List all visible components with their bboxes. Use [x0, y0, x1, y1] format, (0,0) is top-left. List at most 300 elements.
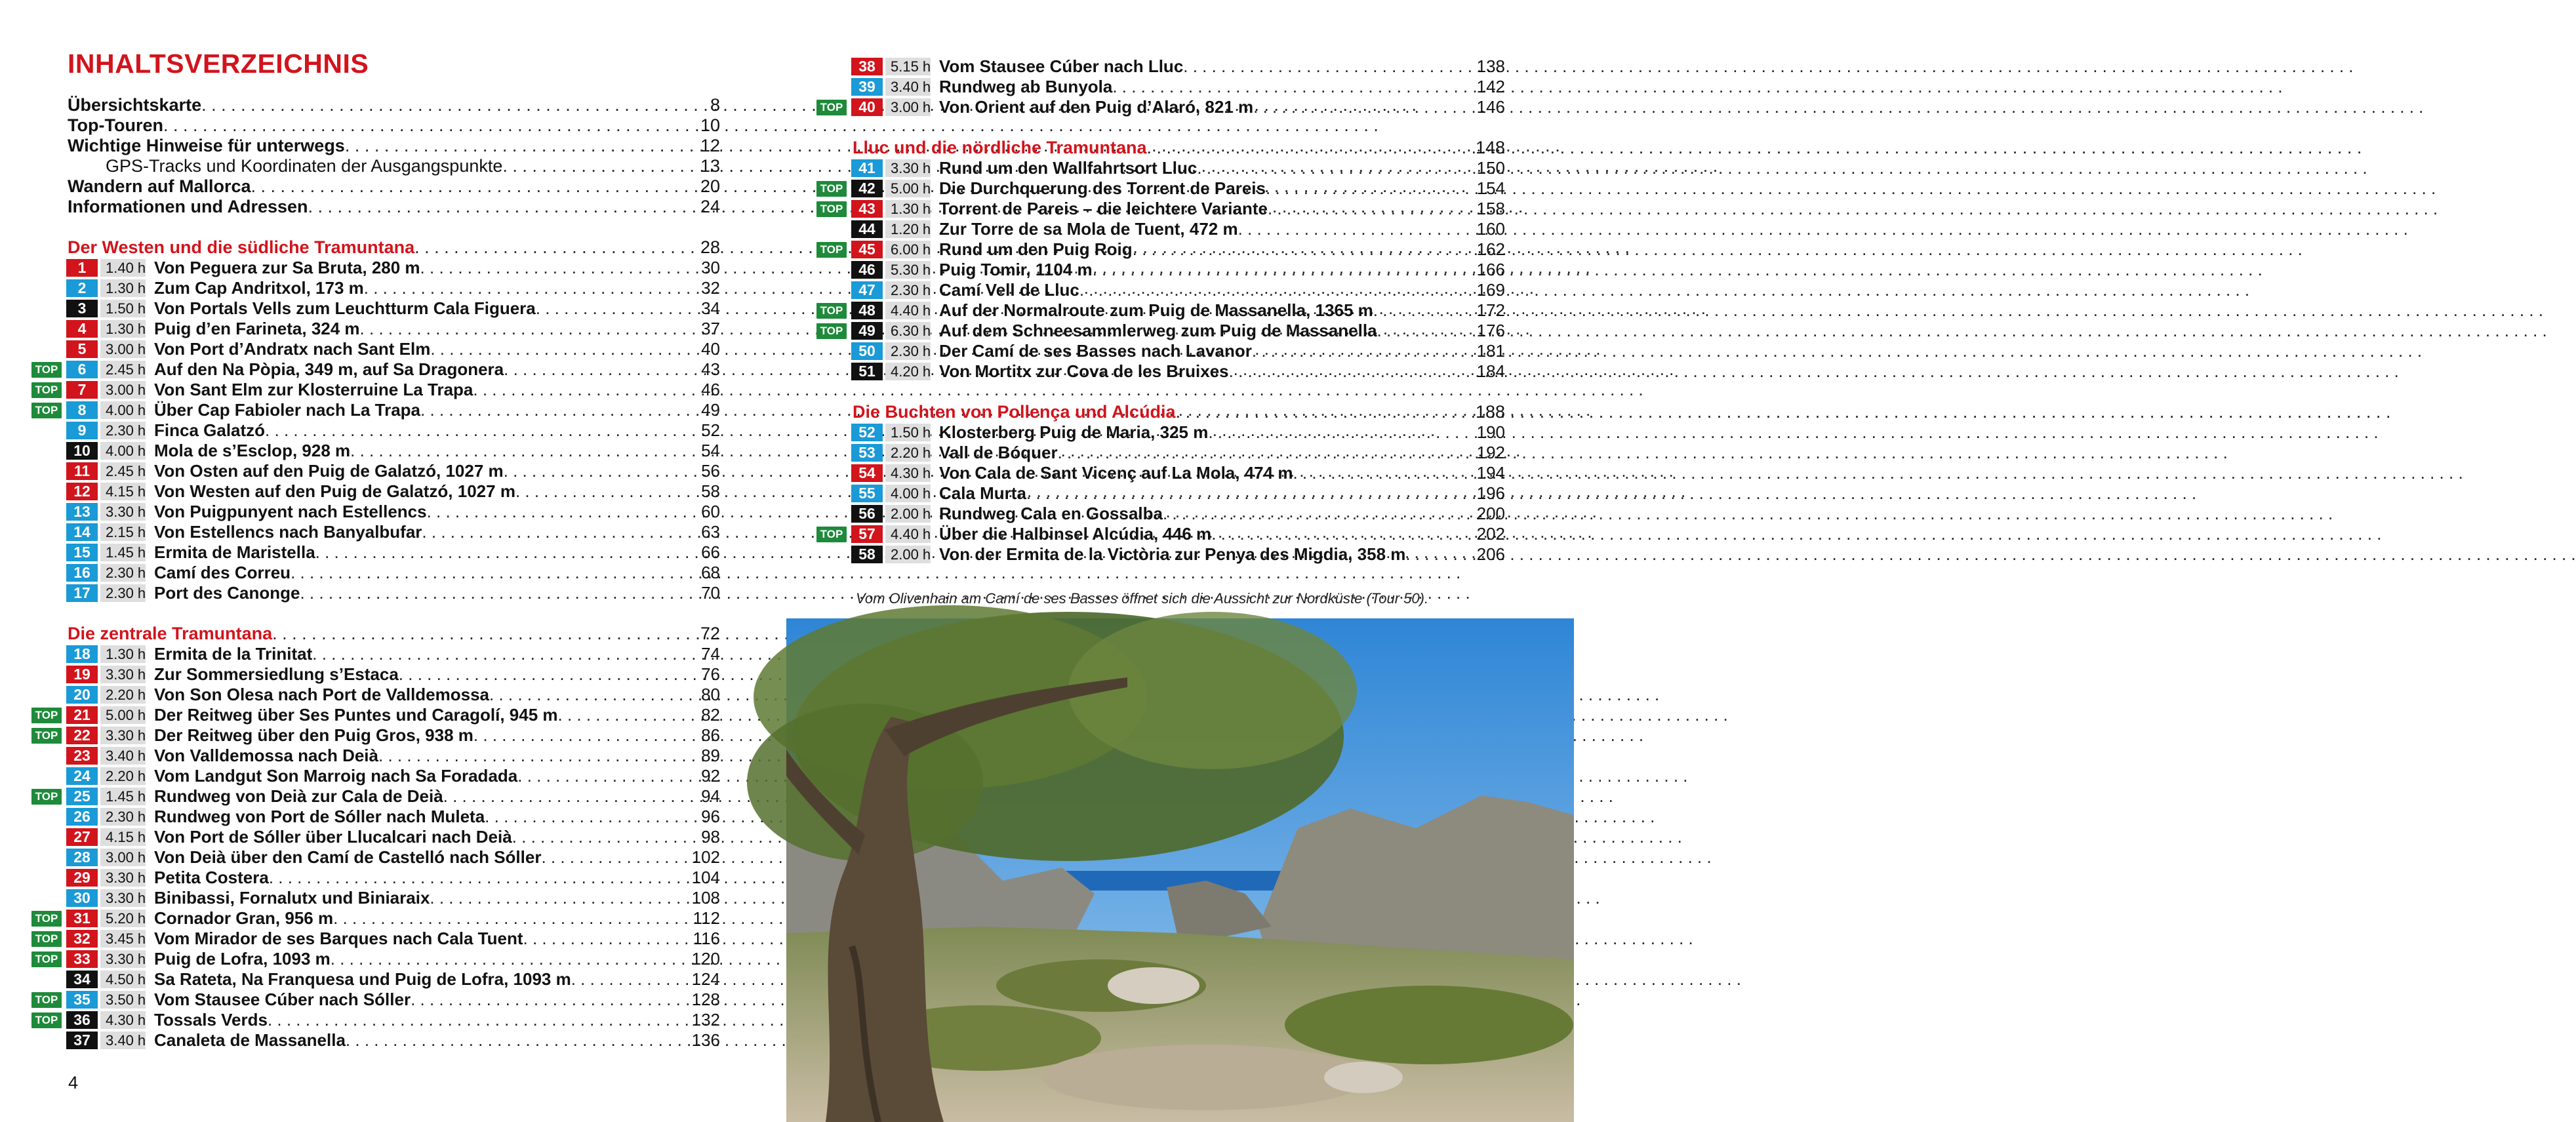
tour-duration: 6.30 h: [885, 322, 931, 340]
top-badge-empty: [816, 344, 847, 359]
tour-title: Von Deià über den Camí de Castelló nach Sóller: [154, 847, 542, 867]
tour-title: Torrent de Pareis – die leichtere Variante: [939, 199, 1268, 218]
section-page: 28: [700, 237, 720, 257]
tour-entry: [31, 359, 720, 380]
tour-title: Vom Stausee Cúber nach Lluc: [939, 56, 1184, 76]
dot-leader: [1183, 56, 1476, 77]
tour-entry: [816, 483, 1505, 504]
tour-number-badge: 33: [66, 950, 98, 968]
tour-duration: 2.00 h: [885, 546, 931, 563]
tour-page: 124: [691, 969, 720, 989]
tour-page: 166: [1476, 260, 1505, 279]
dot-leader: [291, 563, 701, 583]
tour-duration: 3.00 h: [100, 849, 146, 866]
tour-duration: 6.00 h: [885, 241, 931, 258]
tour-duration: 4.30 h: [100, 1011, 146, 1029]
tour-title: Ermita de Maristella: [154, 542, 315, 562]
tour-page: 169: [1476, 280, 1505, 300]
top-badge-empty: [31, 891, 62, 906]
tour-number-badge: 42: [851, 180, 883, 197]
tour-title: Canaleta de Massanella: [154, 1030, 346, 1050]
dot-leader: [473, 380, 701, 400]
tour-title: Klosterberg Puig de Maria, 325 m: [939, 422, 1209, 442]
tour-page: 146: [1476, 97, 1505, 117]
tour-entry: [816, 239, 1505, 260]
tour-duration: 3.30 h: [100, 950, 146, 968]
dot-leader: [331, 949, 692, 969]
tour-duration: 3.00 h: [885, 98, 931, 116]
tour-entry: [31, 807, 720, 827]
tour-duration: 5.00 h: [885, 180, 931, 197]
top-badge-empty: [31, 301, 62, 317]
dot-leader: [1238, 219, 1477, 239]
tour-page: 128: [691, 990, 720, 1009]
tour-number-badge: 35: [66, 991, 98, 1009]
top-badge: TOP: [31, 728, 62, 744]
tour-page: 82: [701, 705, 720, 725]
tour-page: 184: [1476, 361, 1505, 381]
tour-number-badge: 58: [851, 546, 883, 563]
dot-leader: [420, 400, 701, 420]
tour-title: Von Mortitx zur Cova de les Bruixes: [939, 361, 1229, 381]
tour-duration: 1.40 h: [100, 259, 146, 277]
dot-leader: [1197, 158, 1476, 178]
tour-page: 200: [1476, 504, 1505, 523]
toc-entry-page: 10: [700, 115, 720, 135]
tour-entry: [816, 361, 1505, 382]
tour-duration: 3.30 h: [100, 869, 146, 887]
tour-entry: [31, 827, 720, 847]
section-title: Die Buchten von Pollença und Alcúdia: [853, 402, 1176, 422]
top-badge-empty: [31, 525, 62, 540]
tour-entry: [31, 583, 720, 603]
tour-title: Rundweg ab Bunyola: [939, 77, 1113, 96]
tour-number-badge: 36: [66, 1011, 98, 1029]
tour-title: Petita Costera: [154, 868, 269, 887]
tour-duration: 3.00 h: [100, 340, 146, 358]
tour-number-badge: 27: [66, 828, 98, 846]
dot-leader: [1377, 321, 1477, 341]
dot-leader: [1293, 463, 1476, 483]
top-badge-empty: [816, 547, 847, 563]
tour-page: 120: [691, 949, 720, 969]
tour-duration: 1.20 h: [885, 220, 931, 238]
tour-number-badge: 57: [851, 525, 883, 543]
top-badge-empty: [31, 443, 62, 459]
tour-title: Der Camí de ses Basses nach Lavanor: [939, 341, 1252, 361]
tour-duration: 3.45 h: [100, 930, 146, 948]
tour-title: Auf dem Schneesammlerweg zum Puig de Massanella: [939, 321, 1377, 340]
tour-title: Puig d’en Farineta, 324 m: [154, 319, 360, 338]
toc-section-heading: [816, 402, 1505, 422]
dot-leader: [251, 176, 700, 197]
tour-title: Binibassi, Fornalutx und Biniaraix: [154, 888, 430, 908]
top-badge-empty: [31, 1033, 62, 1049]
tour-duration: 4.00 h: [100, 442, 146, 460]
page-title: INHALTSVERZEICHNIS: [68, 49, 369, 79]
tour-duration: 4.15 h: [100, 483, 146, 500]
tour-number-badge: 55: [851, 485, 883, 502]
tour-page: 70: [701, 583, 720, 603]
top-badge-empty: [31, 972, 62, 988]
top-badge-empty: [816, 506, 847, 522]
dot-leader: [504, 359, 701, 380]
toc-entry: [31, 156, 720, 176]
tour-entry: [31, 563, 720, 583]
tour-title: Vom Landgut Son Marroig nach Sa Foradada: [154, 766, 518, 786]
tour-entry: [31, 888, 720, 908]
tour-title: Von Cala de Sant Vicenç auf La Mola, 474 m: [939, 463, 1293, 483]
tour-number-badge: 47: [851, 281, 883, 299]
tour-duration: 3.30 h: [100, 666, 146, 683]
tour-title: Rund um den Wallfahrtsort Lluc: [939, 158, 1197, 178]
tour-entry: [816, 158, 1505, 178]
tour-entry: [31, 929, 720, 949]
top-badge: TOP: [816, 323, 847, 339]
dot-leader: [1253, 97, 1476, 117]
tour-number-badge: 15: [66, 544, 98, 561]
tour-title: Von Son Olesa nach Port de Valldemossa: [154, 685, 490, 704]
tour-page: 190: [1476, 422, 1505, 442]
tour-duration: 5.15 h: [885, 58, 931, 75]
top-badge-empty: [31, 850, 62, 866]
tour-number-badge: 12: [66, 483, 98, 500]
tour-title: Finca Galatzó: [154, 420, 266, 440]
tour-title: Port des Canonge: [154, 583, 300, 603]
tour-entry: [31, 380, 720, 400]
tour-number-badge: 46: [851, 261, 883, 279]
dot-leader: [504, 461, 701, 481]
top-badge-empty: [31, 586, 62, 601]
toc-entry-title: Übersichtskarte: [68, 95, 202, 115]
tour-page: 54: [701, 441, 720, 460]
tour-title: Cornador Gran, 956 m: [154, 908, 334, 928]
tour-duration: 1.50 h: [885, 424, 931, 441]
tour-number-badge: 23: [66, 747, 98, 765]
tour-number-badge: 1: [66, 259, 98, 277]
tour-number-badge: 32: [66, 930, 98, 948]
tour-duration: 1.30 h: [100, 320, 146, 338]
tour-title: Der Reitweg über Ses Puntes und Caragolí, 945 m: [154, 705, 558, 725]
tour-title: Rund um den Puig Roig: [939, 239, 1133, 259]
tour-entry: [31, 522, 720, 542]
top-badge-empty: [816, 59, 847, 75]
tour-entry: [31, 990, 720, 1010]
tour-number-badge: 2: [66, 279, 98, 297]
tour-number-badge: 26: [66, 808, 98, 826]
section-page: 148: [1475, 138, 1505, 157]
page-number: 4: [68, 1073, 79, 1092]
tour-duration: 4.50 h: [100, 971, 146, 988]
tour-entry: [816, 178, 1505, 199]
dot-leader: [1176, 402, 1476, 422]
tour-page: 162: [1476, 239, 1505, 259]
dot-leader: [312, 644, 701, 664]
tour-title: Zum Cap Andritxol, 173 m: [154, 278, 364, 298]
tour-number-badge: 22: [66, 727, 98, 744]
tour-entry: [31, 685, 720, 705]
tour-number-badge: 5: [66, 340, 98, 358]
dot-leader: [485, 807, 701, 827]
tour-page: 30: [701, 258, 720, 277]
tour-duration: 2.30 h: [885, 342, 931, 360]
top-badge-empty: [31, 748, 62, 764]
section-title: Die zentrale Tramuntana: [68, 624, 273, 643]
dot-leader: [268, 1010, 692, 1030]
tour-page: 46: [701, 380, 720, 399]
tour-duration: 2.15 h: [100, 523, 146, 541]
tour-entry: [816, 219, 1505, 239]
section-spacer: [816, 382, 1505, 402]
tour-duration: 3.40 h: [100, 1032, 146, 1049]
tour-duration: 1.45 h: [100, 544, 146, 561]
dot-leader: [1373, 300, 1477, 321]
tour-entry: [31, 949, 720, 969]
tour-duration: 2.00 h: [885, 505, 931, 523]
toc-column-right: [816, 56, 1505, 565]
tour-entry: [816, 341, 1505, 361]
tour-number-badge: 43: [851, 200, 883, 218]
tour-title: Rundweg Cala en Gossalba: [939, 504, 1163, 523]
top-badge-empty: [31, 809, 62, 825]
tour-page: 112: [693, 908, 720, 928]
section-page: 72: [700, 624, 720, 643]
toc-column-left: [31, 95, 720, 1051]
tour-number-badge: 11: [66, 462, 98, 480]
tour-duration: 3.30 h: [100, 727, 146, 744]
tour-page: 76: [701, 664, 720, 684]
top-badge-empty: [816, 425, 847, 441]
tour-number-badge: 39: [851, 78, 883, 96]
tour-title: Puig Tomir, 1104 m: [939, 260, 1093, 279]
tour-number-badge: 6: [66, 361, 98, 378]
tour-duration: 1.30 h: [885, 200, 931, 218]
tour-entry: [31, 481, 720, 502]
tour-entry: [816, 97, 1505, 117]
tour-entry: [31, 746, 720, 766]
dot-leader: [1211, 524, 1476, 544]
dot-leader: [558, 705, 702, 725]
tour-number-badge: 40: [851, 98, 883, 116]
top-badge: TOP: [31, 992, 62, 1008]
tour-title: Rundweg von Port de Sóller nach Muleta: [154, 807, 485, 826]
tour-duration: 3.30 h: [885, 159, 931, 177]
top-badge-empty: [816, 466, 847, 481]
tour-page: 150: [1476, 158, 1505, 178]
dot-leader: [502, 156, 700, 176]
top-badge-empty: [816, 445, 847, 461]
tour-duration: 2.30 h: [100, 584, 146, 602]
dot-leader: [272, 624, 700, 644]
tour-duration: 2.20 h: [100, 767, 146, 785]
toc-entry-page: 24: [700, 197, 720, 216]
top-badge-empty: [31, 545, 62, 561]
tour-number-badge: 48: [851, 302, 883, 319]
dot-leader: [420, 258, 702, 278]
dot-leader: [489, 685, 701, 705]
toc-entry-title: Wichtige Hinweise für unterwegs: [68, 136, 345, 155]
dot-leader: [443, 786, 701, 807]
top-badge: TOP: [816, 303, 847, 319]
tour-duration: 2.30 h: [100, 808, 146, 826]
tour-title: Über die Halbinsel Alcúdia, 446 m: [939, 524, 1212, 544]
tour-entry: [816, 56, 1505, 77]
tour-title: Cala Murta: [939, 483, 1026, 503]
dot-leader: [350, 441, 701, 461]
tour-page: 194: [1476, 463, 1505, 483]
tour-title: Zur Sommersiedlung s’Estaca: [154, 664, 399, 684]
tour-page: 96: [701, 807, 720, 826]
tour-page: 176: [1476, 321, 1505, 340]
tour-page: 196: [1476, 483, 1505, 503]
dot-leader: [269, 868, 692, 888]
tour-title: Ermita de la Trinitat: [154, 644, 313, 664]
tour-entry: [816, 77, 1505, 97]
tour-number-badge: 8: [66, 401, 98, 419]
tour-page: 89: [701, 746, 720, 765]
top-badge-empty: [31, 281, 62, 296]
tour-entry: [31, 278, 720, 298]
toc-entry-page: 12: [700, 136, 720, 155]
tour-duration: 4.40 h: [885, 302, 931, 319]
top-badge: TOP: [816, 242, 847, 258]
toc-entry-page: 13: [700, 156, 720, 176]
tour-page: 154: [1476, 178, 1505, 198]
dot-leader: [308, 197, 700, 217]
tour-duration: 1.30 h: [100, 645, 146, 663]
tour-number-badge: 18: [66, 645, 98, 663]
top-badge-empty: [31, 870, 62, 886]
dot-leader: [333, 908, 693, 929]
tour-title: Mola de s’Esclop, 928 m: [154, 441, 351, 460]
dot-leader: [1405, 544, 1476, 565]
tour-title: Von Puigpunyent nach Estellencs: [154, 502, 427, 521]
top-badge-empty: [31, 484, 62, 500]
tour-duration: 3.30 h: [100, 889, 146, 907]
dot-leader: [571, 969, 692, 990]
tour-duration: 2.30 h: [885, 281, 931, 299]
tour-entry: [816, 524, 1505, 544]
tour-duration: 4.00 h: [100, 401, 146, 419]
top-badge-empty: [816, 79, 847, 95]
photo-caption: Vom Olivenhain am Camí de ses Basses öffnet sich die Aussicht zur Nordküste (Tour 50).: [856, 590, 1429, 607]
tour-page: 43: [701, 359, 720, 379]
tour-number-badge: 50: [851, 342, 883, 360]
top-badge-empty: [31, 667, 62, 683]
tour-page: 94: [701, 786, 720, 806]
top-badge: TOP: [816, 100, 847, 115]
tour-number-badge: 9: [66, 422, 98, 439]
tour-entry: [816, 260, 1505, 280]
tour-number-badge: 25: [66, 788, 98, 805]
tour-page: 49: [701, 400, 720, 420]
tour-number-badge: 29: [66, 869, 98, 887]
tour-page: 56: [701, 461, 720, 481]
tour-duration: 3.50 h: [100, 991, 146, 1009]
dot-leader: [1112, 77, 1476, 97]
dot-leader: [300, 583, 701, 603]
tour-duration: 4.40 h: [885, 525, 931, 543]
top-badge-empty: [816, 262, 847, 278]
tour-number-badge: 37: [66, 1032, 98, 1049]
dot-leader: [360, 319, 702, 339]
tour-entry: [31, 1030, 720, 1051]
tour-number-badge: 53: [851, 444, 883, 462]
tour-duration: 2.20 h: [885, 444, 931, 462]
tour-duration: 4.30 h: [885, 464, 931, 482]
top-badge-empty: [31, 769, 62, 784]
tour-page: 58: [701, 481, 720, 501]
tour-number-badge: 10: [66, 442, 98, 460]
tour-number-badge: 31: [66, 910, 98, 927]
top-badge-empty: [31, 260, 62, 276]
tour-page: 92: [701, 766, 720, 786]
dot-leader: [399, 664, 701, 685]
tour-duration: 3.40 h: [100, 747, 146, 765]
section-title: Der Westen und die südliche Tramuntana: [68, 237, 415, 257]
tour-title: Auf der Normalroute zum Puig de Massanella, 1365 m: [939, 300, 1373, 320]
dot-leader: [1147, 138, 1476, 158]
tour-title: Zur Torre de sa Mola de Tuent, 472 m: [939, 219, 1238, 239]
top-badge-empty: [31, 321, 62, 337]
top-badge: TOP: [816, 181, 847, 197]
tour-number-badge: 52: [851, 424, 883, 441]
dot-leader: [315, 542, 701, 563]
tour-entry: [31, 725, 720, 746]
tour-entry: [31, 400, 720, 420]
toc-entry-page: 20: [700, 176, 720, 196]
tour-entry: [816, 300, 1505, 321]
tour-entry: [31, 969, 720, 990]
tour-page: 68: [701, 563, 720, 582]
section-title: Lluc und die nördliche Tramuntana: [853, 138, 1147, 157]
tour-page: 142: [1476, 77, 1505, 96]
section-page: 188: [1475, 402, 1505, 422]
top-badge-empty: [816, 161, 847, 176]
tour-page: 52: [701, 420, 720, 440]
top-badge-empty: [816, 364, 847, 380]
tour-page: 80: [701, 685, 720, 704]
dot-leader: [346, 1030, 692, 1051]
tour-entry: [816, 544, 1505, 565]
tour-title: Rundweg von Deià zur Cala de Deià: [154, 786, 443, 806]
dot-leader: [517, 766, 701, 786]
dot-leader: [1268, 199, 1477, 219]
tour-entry: [31, 847, 720, 868]
tour-entry: [31, 461, 720, 481]
tour-duration: 5.00 h: [100, 706, 146, 724]
toc-entry: [31, 197, 720, 217]
tour-entry: [31, 339, 720, 359]
tour-page: 132: [691, 1010, 720, 1030]
tour-page: 172: [1476, 300, 1505, 320]
tour-entry: [816, 422, 1505, 443]
landscape-photo: [786, 618, 1574, 1122]
dot-leader: [1163, 504, 1477, 524]
tour-page: 74: [701, 644, 720, 664]
tour-number-badge: 14: [66, 523, 98, 541]
tour-entry: [31, 868, 720, 888]
toc-entry-title: Top-Touren: [68, 115, 163, 135]
tour-number-badge: 24: [66, 767, 98, 785]
tour-page: 160: [1476, 219, 1505, 239]
tour-page: 86: [701, 725, 720, 745]
tour-entry: [31, 766, 720, 786]
dot-leader: [541, 847, 691, 868]
tour-title: Auf den Na Pòpia, 349 m, auf Sa Dragonera: [154, 359, 504, 379]
tour-entry: [31, 664, 720, 685]
tour-number-badge: 51: [851, 363, 883, 380]
